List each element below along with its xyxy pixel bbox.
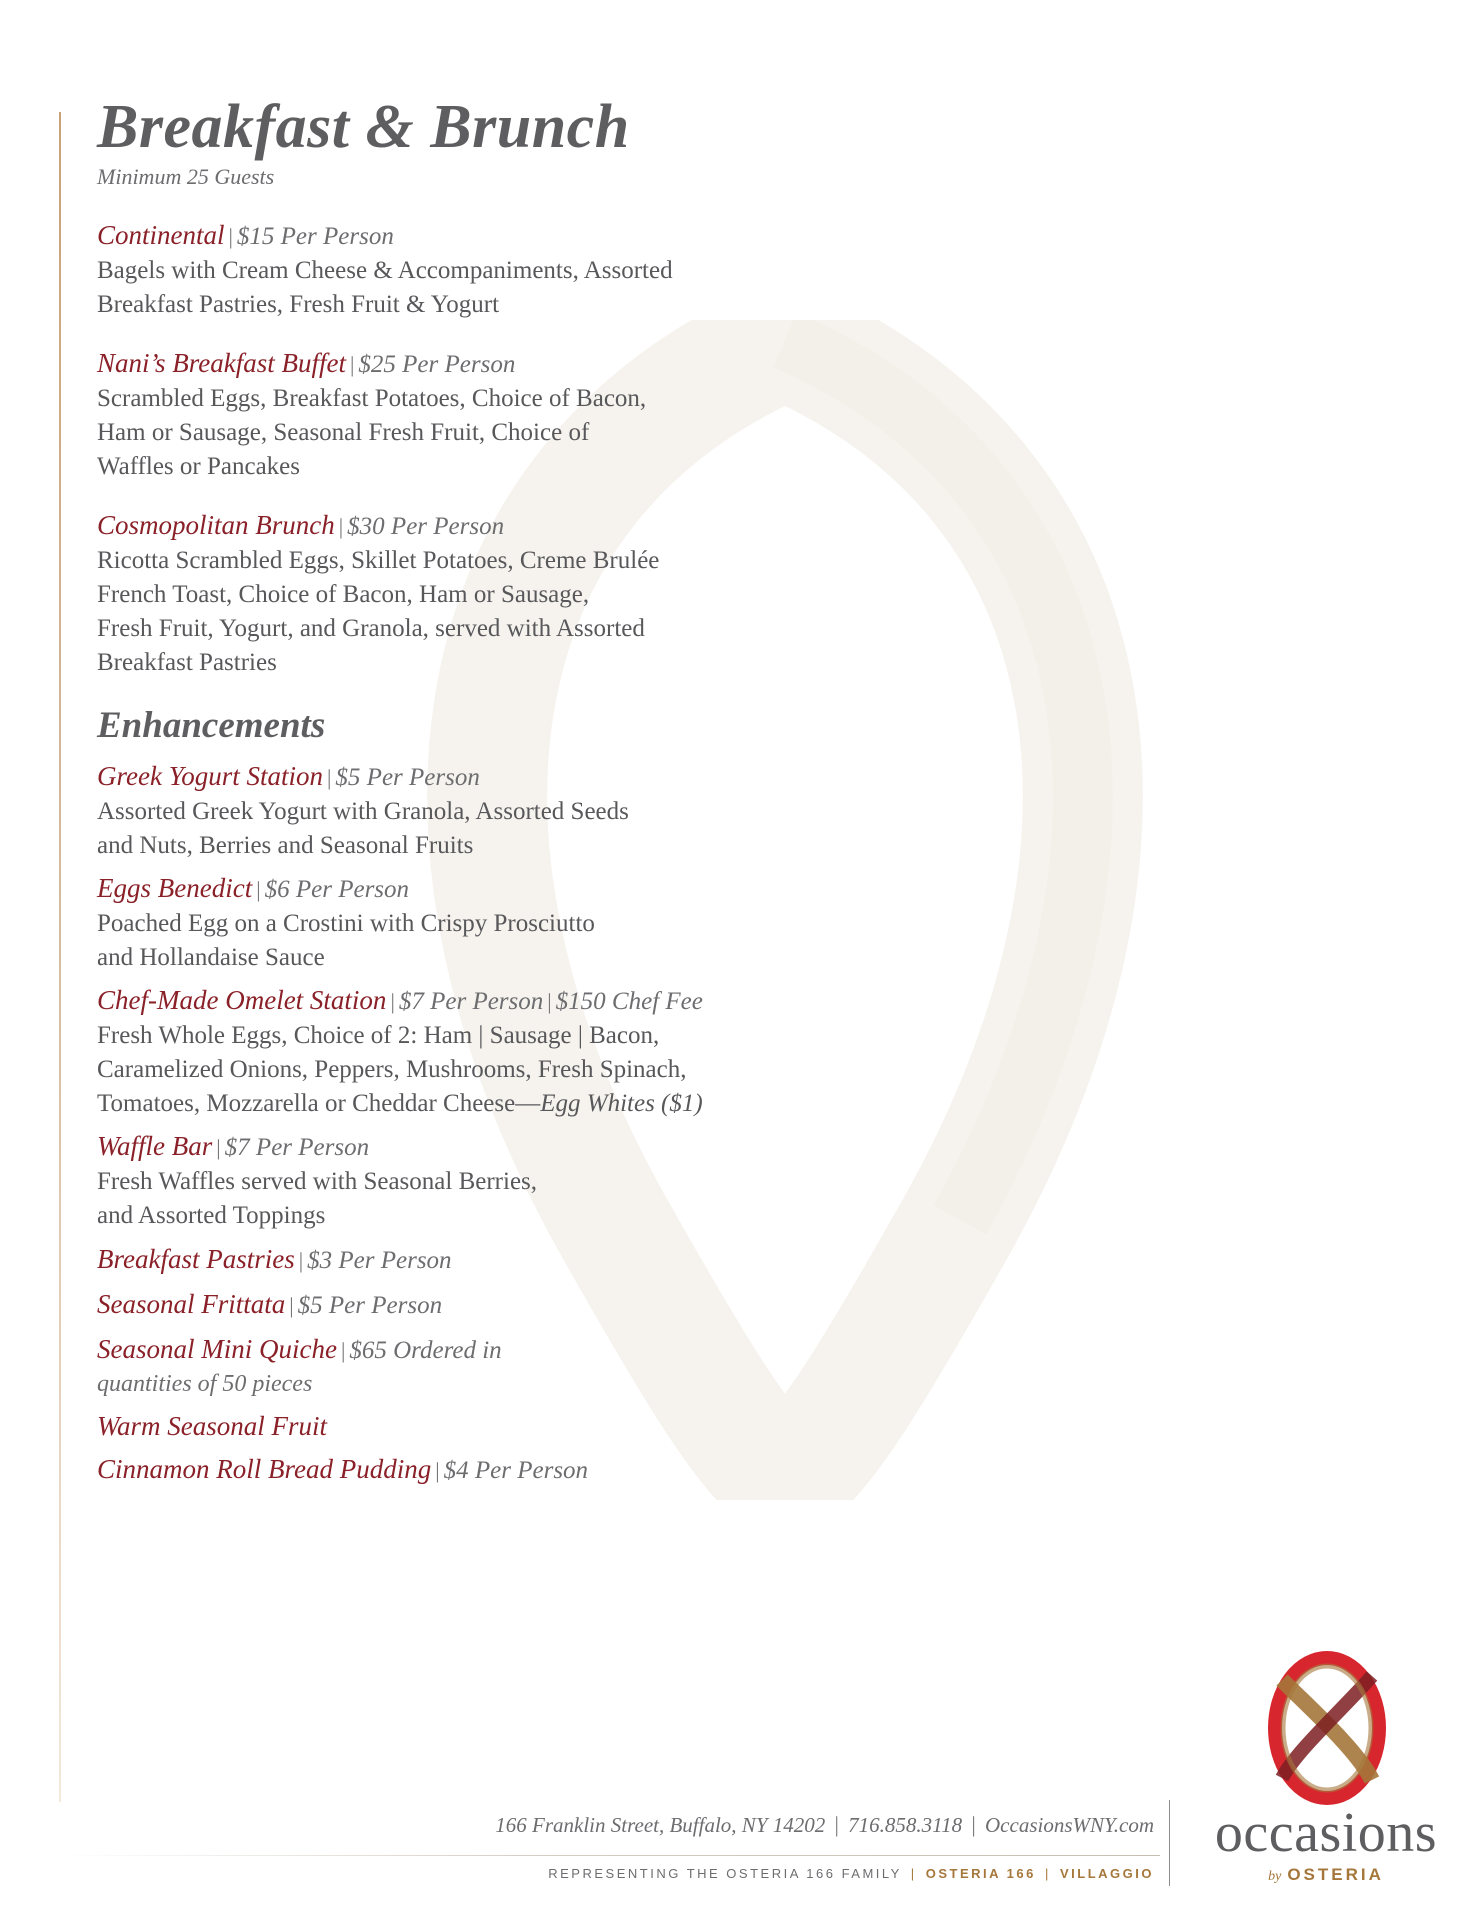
item-price-chef-fee: $150 Chef Fee [555, 987, 703, 1015]
item-name: Nani’s Breakfast Buffet [97, 348, 346, 379]
item-name: Continental [97, 220, 225, 251]
menu-content [97, 95, 797, 1488]
item-price: $6 Per Person [264, 875, 410, 903]
item-separator: | [289, 1292, 294, 1318]
enhancement-cinnamon-roll-bread-pudding [97, 1452, 797, 1488]
enhancement-greek-yogurt-station [97, 759, 797, 863]
item-desc-line: Ham or Sausage, Seasonal Fresh Fruit, Choice of [97, 419, 590, 447]
footer-separator: | [834, 1812, 839, 1837]
item-desc-line: Assorted Greek Yogurt with Granola, Assorted Seeds [97, 797, 629, 825]
item-price: $65 Ordered in [349, 1336, 502, 1364]
item-separator: | [298, 1247, 304, 1273]
item-name: Cinnamon Roll Bread Pudding [97, 1453, 432, 1484]
logo-byline [1196, 1865, 1456, 1885]
enhancement-seasonal-frittata [97, 1287, 797, 1323]
item-price: $15 Per Person [236, 223, 394, 251]
item-desc-line: Caramelized Onions, Peppers, Mushrooms, Fresh Spinach, [97, 1055, 687, 1083]
item-price: $5 Per Person [335, 763, 480, 791]
item-price: $7 Per Person [224, 1133, 370, 1161]
item-desc-line: Fresh Waffles served with Seasonal Berries, [97, 1167, 538, 1195]
item-price: $4 Per Person [443, 1456, 589, 1484]
item-name: Seasonal Mini Quiche [97, 1333, 337, 1364]
footer-phone: 716.858.3118 [848, 1813, 963, 1837]
item-separator: | [327, 764, 332, 790]
item-name: Seasonal Frittata [97, 1288, 286, 1319]
item-price: $5 Per Person [297, 1291, 443, 1319]
item-name: Chef-Made Omelet Station [97, 984, 387, 1015]
enhancement-eggs-benedict [97, 871, 797, 975]
item-desc-line: Bagels with Cream Cheese & Accompaniments, Assorted [97, 257, 673, 285]
item-separator: | [216, 1134, 221, 1160]
item-price: $3 Per Person [307, 1246, 452, 1274]
item-name: Greek Yogurt Station [97, 760, 324, 791]
item-desc-line: Scrambled Eggs, Breakfast Potatoes, Choice of Bacon, [97, 385, 647, 413]
item-desc-line: Fresh Fruit, Yogurt, and Granola, served with Assorted [97, 615, 645, 643]
enhancement-warm-seasonal-fruit [97, 1409, 797, 1443]
footer-divider [60, 1855, 1160, 1856]
item-separator: | [435, 1457, 440, 1483]
egg-whites-option: Egg Whites ($1) [540, 1089, 703, 1117]
page-title: Breakfast & Brunch [97, 93, 630, 161]
item-price: $7 Per Person [398, 987, 544, 1015]
footer-contact [495, 1812, 1154, 1838]
item-separator: | [228, 224, 233, 250]
item-desc-line: Fresh Whole Eggs, Choice of 2: Ham | Sausage | Bacon, [97, 1021, 660, 1049]
item-desc-line: Poached Egg on a Crostini with Crispy Prosciutto [97, 909, 595, 937]
item-desc-line: French Toast, Choice of Bacon, Ham or Sausage, [97, 581, 590, 609]
item-separator: | [256, 876, 261, 902]
item-name: Waffle Bar [97, 1130, 213, 1161]
item-separator: | [340, 1337, 346, 1363]
package-continental [97, 218, 797, 322]
footer-brand-villaggio: VILLAGGIO [1060, 1866, 1154, 1881]
item-desc-line: Breakfast Pastries [97, 649, 277, 677]
item-separator: | [390, 988, 395, 1014]
item-note: quantities of 50 pieces [97, 1370, 313, 1397]
item-desc-line: and Nuts, Berries and Seasonal Fruits [97, 831, 474, 859]
enhancement-breakfast-pastries [97, 1242, 797, 1278]
logo-wordmark: occasions [1214, 1802, 1438, 1864]
footer-website-link[interactable]: OccasionsWNY.com [985, 1813, 1154, 1837]
item-price: $25 Per Person [358, 351, 516, 379]
enhancement-chef-made-omelet-station [97, 983, 797, 1121]
footer-separator: | [971, 1812, 976, 1837]
footer-bar: | [1044, 1866, 1051, 1881]
item-name: Warm Seasonal Fruit [97, 1410, 328, 1441]
item-desc-line [97, 1087, 797, 1121]
package-cosmopolitan-brunch [97, 508, 797, 680]
item-desc-line: Waffles or Pancakes [97, 453, 301, 481]
item-desc-text: Tomatoes, Mozzarella or Cheddar Cheese— [97, 1089, 541, 1117]
package-nanis-breakfast-buffet [97, 346, 797, 484]
footer-brand-osteria: OSTERIA 166 [925, 1866, 1036, 1881]
item-price: $30 Per Person [347, 513, 505, 541]
logo-by: by [1268, 1869, 1282, 1884]
footer-family-text: REPRESENTING THE OSTERIA 166 FAMILY [548, 1866, 902, 1881]
footer-address: 166 Franklin Street, Buffalo, NY 14202 [495, 1813, 826, 1837]
footer-bar: | [910, 1866, 917, 1881]
item-separator: | [547, 988, 552, 1014]
item-separator: | [338, 514, 344, 540]
item-name: Breakfast Pastries [97, 1243, 295, 1274]
left-vertical-rule [59, 112, 61, 1802]
page-subtitle: Minimum 25 Guests [97, 164, 275, 190]
logo-osteria: OSTERIA [1287, 1865, 1384, 1884]
enhancement-seasonal-mini-quiche [97, 1332, 797, 1400]
footer-vertical-divider [1169, 1800, 1170, 1886]
occasions-logo-icon [1262, 1650, 1392, 1805]
item-name: Cosmopolitan Brunch [97, 510, 335, 541]
item-desc-line: Breakfast Pastries, Fresh Fruit & Yogurt [97, 291, 500, 319]
item-desc-line: Ricotta Scrambled Eggs, Skillet Potatoes, Creme Brulée [97, 547, 660, 575]
item-separator: | [350, 352, 355, 378]
item-desc-line: and Hollandaise Sauce [97, 943, 325, 971]
item-name: Eggs Benedict [97, 872, 253, 903]
enhancements-heading: Enhancements [97, 705, 326, 747]
enhancement-waffle-bar [97, 1129, 797, 1233]
item-desc-line: and Assorted Toppings [97, 1201, 326, 1229]
footer-family-line [548, 1866, 1154, 1881]
